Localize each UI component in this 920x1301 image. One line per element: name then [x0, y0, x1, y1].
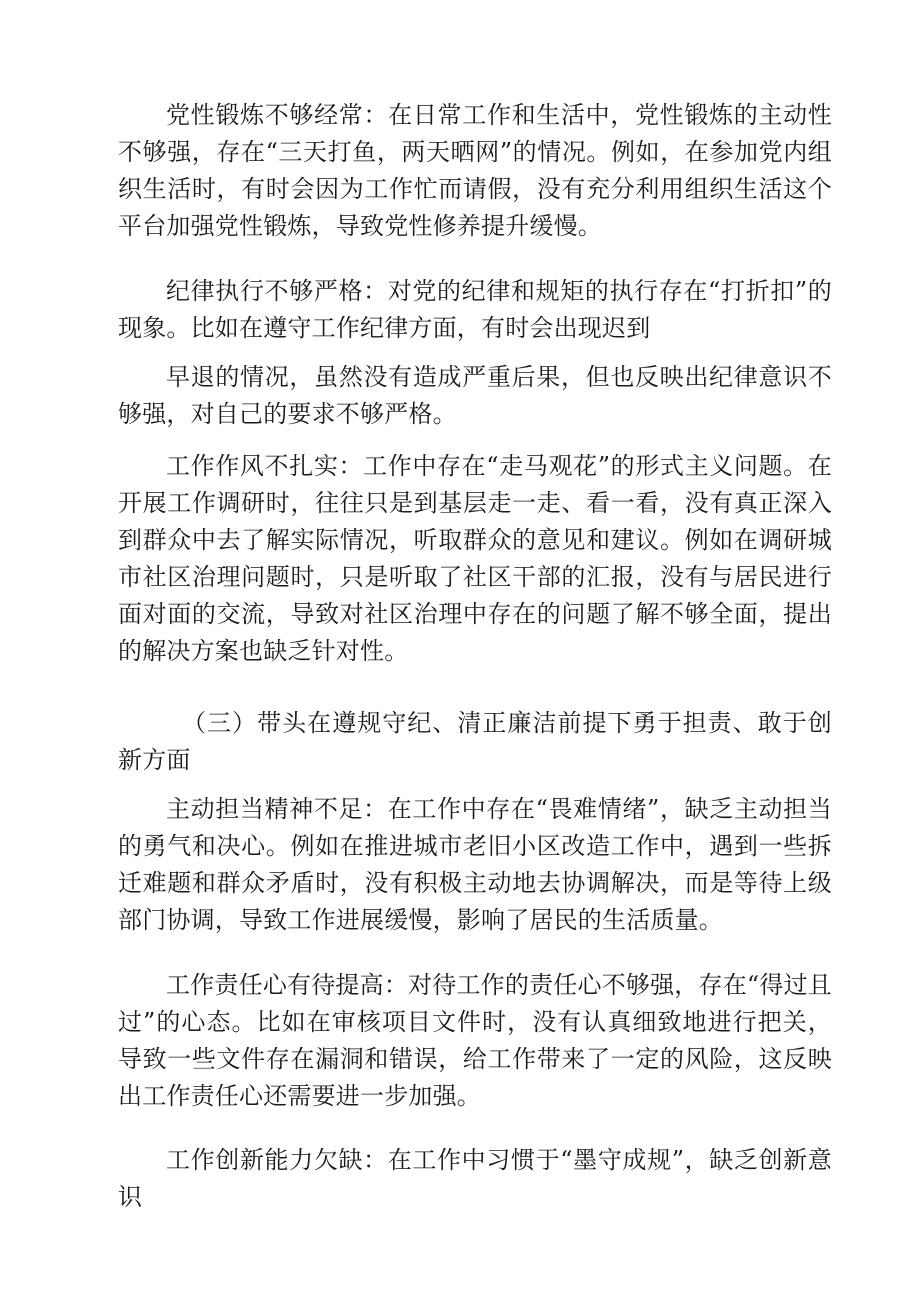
- paragraph-initiative: 主动担当精神不足：在工作中存在“畏难情绪”，缺乏主动担当的勇气和决心。例如在推进城市老旧小区改造工作中，遇到一些拆迁难题和群众矛盾时，没有积极主动地去协调解决，而是等待上级部门协调，导致工作进展缓慢，影响了居民的生活质量。: [118, 795, 832, 934]
- paragraph-discipline-continued: 早退的情况，虽然没有造成严重后果，但也反映出纪律意识不够强，对自己的要求不够严格。: [118, 363, 832, 428]
- paragraph-discipline: 纪律执行不够严格：对党的纪律和规矩的执行存在“打折扣”的现象。比如在遵守工作纪律方面，有时会出现迟到: [118, 277, 832, 342]
- paragraph-party-training: 党性锻炼不够经常：在日常工作和生活中，党性锻炼的主动性不够强，存在“三天打鱼，两天晒网”的情况。例如，在参加党内组织生活时，有时会因为工作忙而请假，没有充分利用组织生活这个平台加强党性锻炼，导致党性修养提升缓慢。: [118, 101, 832, 240]
- paragraph-innovation: 工作创新能力欠缺：在工作中习惯于“墨守成规”，缺乏创新意识: [118, 1146, 832, 1211]
- section-heading: （三）带头在遵规守纪、清正廉洁前提下勇于担责、敢于创新方面: [118, 709, 832, 774]
- paragraph-responsibility: 工作责任心有待提高：对待工作的责任心不够强，存在“得过且过”的心态。比如在审核项目文件时，没有认真细致地进行把关，导致一些文件存在漏洞和错误，给工作带来了一定的风险，这反映出工作责任心还需要进一步加强。: [118, 971, 832, 1110]
- paragraph-work-style: 工作作风不扎实：工作中存在“走马观花”的形式主义问题。在开展工作调研时，往往只是到基层走一走、看一看，没有真正深入到群众中去了解实际情况，听取群众的意见和建议。例如在调研城市社区治理问题时，只是听取了社区干部的汇报，没有与居民进行面对面的交流，导致对社区治理中存在的问题了解不够全面，提出的解决方案也缺乏针对性。: [118, 452, 832, 665]
